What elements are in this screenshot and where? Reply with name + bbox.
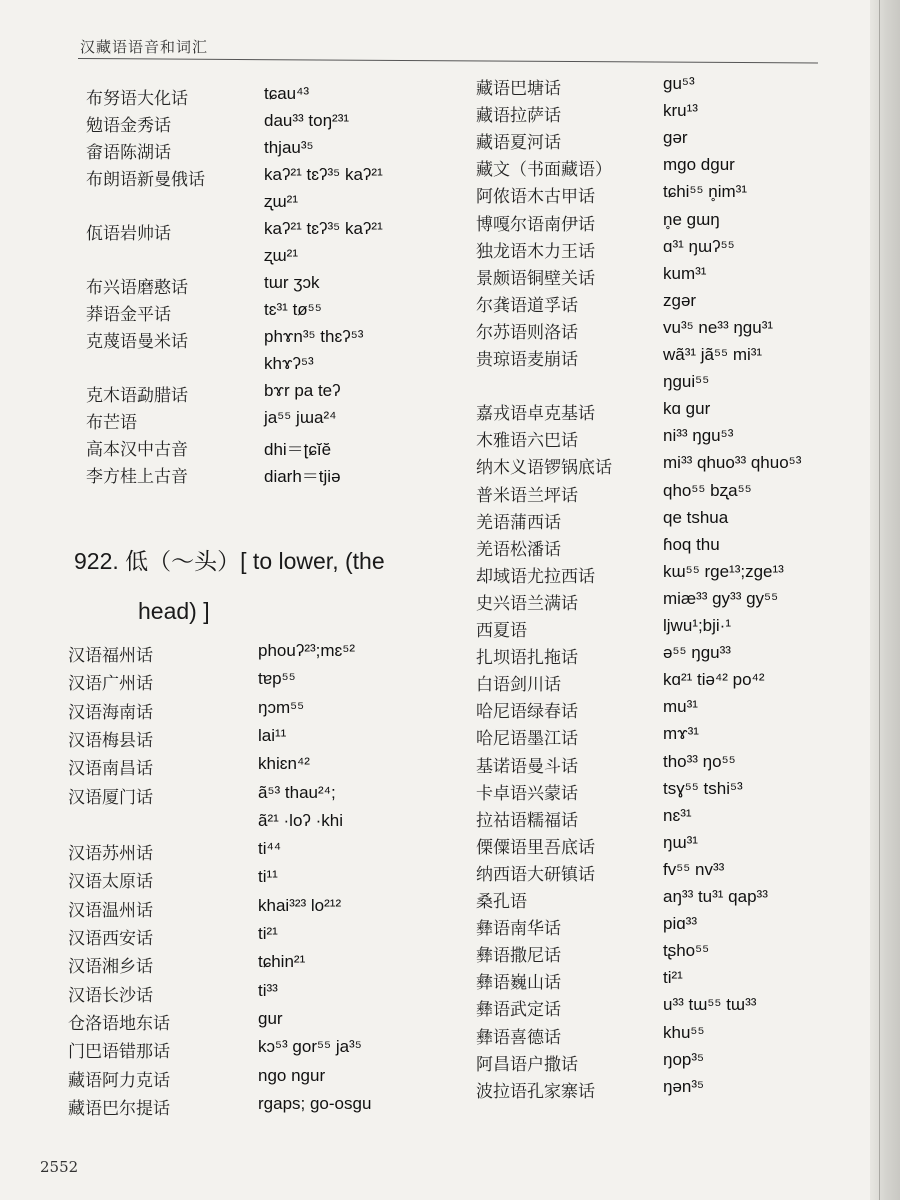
language-name: 彝语撒尼话 xyxy=(476,946,561,967)
entry-row xyxy=(476,101,876,125)
entry-heading-line-1: 922. 低（～头）[ to lower, (the xyxy=(74,548,385,574)
language-name: 布兴语磨憨话 xyxy=(86,278,188,298)
entry-row xyxy=(86,273,486,297)
language-name: 克蔑语曼米话 xyxy=(86,332,188,352)
entry-row xyxy=(476,535,876,559)
word-form: kaʔ²¹ tɛʔ³⁵ kaʔ²¹ xyxy=(264,165,383,184)
entry-row xyxy=(68,867,468,891)
entry-row xyxy=(68,952,468,976)
entry-row xyxy=(476,562,876,586)
language-name: 羌语蒲西话 xyxy=(476,512,561,533)
language-name: 波拉语孔家寨话 xyxy=(476,1081,595,1102)
entry-row xyxy=(476,399,876,423)
entry-row xyxy=(86,300,486,324)
entry-row xyxy=(476,318,876,342)
entry-row xyxy=(68,783,468,807)
language-name: 却域语尤拉西话 xyxy=(476,566,595,587)
entry-row xyxy=(476,779,876,803)
entry-row xyxy=(476,74,876,98)
word-form: mɤ³¹ xyxy=(663,724,699,744)
word-form: phɤn³⁵ thɛʔ⁵³ xyxy=(264,327,364,346)
language-name: 汉语西安话 xyxy=(68,929,153,949)
language-name: 拉祜语糯福话 xyxy=(476,810,578,831)
entry-row xyxy=(476,155,876,179)
language-name: 藏语拉萨话 xyxy=(476,106,561,127)
word-form: kaʔ²¹ tɛʔ³⁵ kaʔ²¹ xyxy=(264,219,383,238)
entry-row xyxy=(68,698,468,722)
entry-row xyxy=(86,165,486,189)
word-form: tɕau⁴³ xyxy=(264,84,310,103)
word-form: u³³ tɯ⁵⁵ tɯ³³ xyxy=(663,995,757,1015)
word-form: ə⁵⁵ ŋgu³³ xyxy=(663,643,731,663)
language-name: 彝语喜德话 xyxy=(476,1027,561,1048)
language-name: 彝语南华话 xyxy=(476,919,561,940)
language-name: 羌语松潘话 xyxy=(476,539,561,560)
language-name: 彝语巍山话 xyxy=(476,973,561,994)
language-name: 高本汉中古音 xyxy=(86,440,188,460)
page-edge-line xyxy=(879,0,880,1200)
entry-row xyxy=(86,462,486,486)
language-name: 嘉戎语卓克基话 xyxy=(476,404,595,425)
entry-row xyxy=(476,237,876,261)
word-form: kɯ⁵⁵ rge¹³;zge¹³ xyxy=(663,561,784,581)
word-form: kɔ⁵³ gor⁵⁵ ja³⁵ xyxy=(258,1037,362,1057)
entry-row xyxy=(476,1050,876,1074)
language-name: 汉语梅县话 xyxy=(68,730,153,751)
entry-row xyxy=(476,697,876,721)
word-form: ti³³ xyxy=(258,980,278,1000)
word-form: ngo ngur xyxy=(258,1065,326,1085)
word-form: tʂho⁵⁵ xyxy=(663,941,710,961)
entry-row xyxy=(68,1037,468,1061)
entry-row xyxy=(476,968,876,992)
word-form: ɦoq thu xyxy=(663,534,720,554)
running-header: 汉藏语语音和词汇 xyxy=(80,38,209,56)
entry-row xyxy=(68,896,468,920)
entry-row xyxy=(68,1009,468,1033)
entry-row xyxy=(476,210,876,234)
language-name: 白语剑川话 xyxy=(476,675,561,696)
word-form: ŋən³⁵ xyxy=(663,1076,705,1096)
language-name: 傈僳语里吾底话 xyxy=(476,837,595,858)
entry-row xyxy=(86,327,486,351)
language-name: 博嘎尔语南伊话 xyxy=(476,214,595,235)
entry-row xyxy=(476,616,876,640)
word-form: n̥e gɯŋ xyxy=(663,209,720,229)
language-name: 布芒语 xyxy=(86,413,137,433)
language-name: 彝语武定话 xyxy=(476,1000,561,1021)
entry-row xyxy=(476,887,876,911)
word-form: khiɛn⁴² xyxy=(258,754,310,774)
entry-row xyxy=(68,669,468,693)
entry-row xyxy=(86,381,486,405)
word-form: kɑ²¹ tiə⁴² po⁴² xyxy=(663,670,765,690)
entry-row xyxy=(68,726,468,750)
word-form: tɕhi⁵⁵ n̥im³¹ xyxy=(663,182,747,202)
language-name: 史兴语兰满话 xyxy=(476,593,578,614)
entry-row xyxy=(476,481,876,505)
entry-row xyxy=(476,264,876,288)
language-name: 汉语南昌话 xyxy=(68,759,153,780)
language-name: 藏语夏河话 xyxy=(476,133,561,154)
language-name: 纳木义语锣锅底话 xyxy=(476,458,612,479)
entry-heading-line-2: head) ] xyxy=(138,598,210,624)
word-form: kum³¹ xyxy=(663,263,707,283)
word-form: dau³³ toŋ²³¹ xyxy=(264,111,350,130)
word-form: vu³⁵ ne³³ ŋgu³¹ xyxy=(663,317,774,337)
language-name: 勉语金秀话 xyxy=(86,116,171,136)
word-form: lai¹¹ xyxy=(258,725,287,745)
word-form: rgaps; go-osgu xyxy=(258,1093,372,1113)
word-form: mgo dgur xyxy=(663,155,735,175)
language-name: 门巴语错那话 xyxy=(68,1042,170,1063)
entry-row xyxy=(476,833,876,857)
word-form: ja⁵⁵ jɯa²⁴ xyxy=(264,408,337,427)
language-name: 藏语巴塘话 xyxy=(476,79,561,99)
language-name: 汉语海南话 xyxy=(68,702,153,723)
entry-row xyxy=(476,860,876,884)
page-number: 2552 xyxy=(40,1158,79,1176)
word-form: khai³²³ lo²¹² xyxy=(258,895,342,915)
language-name: 哈尼语墨江话 xyxy=(476,729,578,750)
word-form: ljwu¹;bji·¹ xyxy=(663,616,731,635)
language-name: 汉语广州话 xyxy=(68,674,153,695)
word-form-continuation: ʐɯ²¹ xyxy=(264,192,298,211)
language-name: 阿侬语木古甲话 xyxy=(476,187,595,208)
entry-row xyxy=(476,670,876,694)
word-form: ti¹¹ xyxy=(258,867,278,887)
entry-row xyxy=(86,408,486,432)
language-name: 汉语福州话 xyxy=(68,646,153,666)
language-name: 基诺语曼斗话 xyxy=(476,756,578,777)
word-form: gur xyxy=(258,1008,283,1028)
language-name: 李方桂上古音 xyxy=(86,467,188,487)
word-form: ŋɯ³¹ xyxy=(663,832,698,852)
word-form: miæ³³ gy³³ gy⁵⁵ xyxy=(663,588,779,608)
language-name: 汉语太原话 xyxy=(68,872,153,893)
word-form: qho⁵⁵ bʐa⁵⁵ xyxy=(663,480,752,500)
word-form: tɐp⁵⁵ xyxy=(258,669,296,689)
entry-row xyxy=(68,981,468,1005)
language-name: 汉语长沙话 xyxy=(68,985,153,1006)
language-name: 阿昌语户撒话 xyxy=(476,1054,578,1075)
word-form: ŋop³⁵ xyxy=(663,1049,705,1069)
entry-row xyxy=(86,435,486,459)
entry-row xyxy=(68,1094,468,1118)
word-form: tɛ³¹ tø⁵⁵ xyxy=(264,300,322,319)
entry-row xyxy=(476,995,876,1019)
entry-row xyxy=(476,182,876,206)
header-rule xyxy=(78,58,818,64)
language-name: 佤语岩帅话 xyxy=(86,224,171,244)
language-name: 扎坝语扎拖话 xyxy=(476,648,578,669)
word-form: ɑ³¹ ŋɯʔ⁵⁵ xyxy=(663,236,735,256)
word-form: dhi＝ʈɕĭĕ xyxy=(264,440,332,459)
language-name: 汉语厦门话 xyxy=(68,787,153,808)
entry-row xyxy=(476,291,876,315)
language-name: 纳西语大研镇话 xyxy=(476,864,595,885)
language-name: 藏语巴尔提话 xyxy=(68,1098,170,1119)
language-name: 莽语金平话 xyxy=(86,305,171,325)
word-form: mi³³ qhuo³³ qhuo⁵³ xyxy=(663,453,802,473)
word-form: fv⁵⁵ nv³³ xyxy=(663,859,725,879)
word-form: kru¹³ xyxy=(663,101,698,121)
language-name: 汉语苏州话 xyxy=(68,844,153,865)
word-form-continuation: ŋgui⁵⁵ xyxy=(663,372,710,392)
entry-row xyxy=(86,84,486,108)
word-form: qe tshua xyxy=(663,507,729,527)
language-name: 畲语陈湖话 xyxy=(86,143,171,163)
word-form: ti²¹ xyxy=(258,924,278,943)
entry-row xyxy=(476,589,876,613)
word-form: aŋ³³ tu³¹ qap³³ xyxy=(663,887,768,906)
language-name: 布努语大化话 xyxy=(86,89,188,109)
entry-row xyxy=(476,724,876,748)
entry-row xyxy=(476,426,876,450)
entry-row xyxy=(68,641,468,665)
word-form: gu⁵³ xyxy=(663,74,695,93)
language-name: 景颇语铜壁关话 xyxy=(476,268,595,289)
entry-row xyxy=(476,914,876,938)
word-form: wã³¹ jã⁵⁵ mi³¹ xyxy=(663,345,763,364)
language-name: 独龙语木力王话 xyxy=(476,241,595,262)
word-form: piɑ³³ xyxy=(663,914,698,934)
language-name: 汉语温州话 xyxy=(68,900,153,921)
entry-row xyxy=(476,508,876,532)
entry-row xyxy=(476,453,876,477)
language-name: 桑孔语 xyxy=(476,892,527,912)
language-name: 汉语湘乡话 xyxy=(68,957,153,978)
entry-row xyxy=(68,839,468,863)
word-form: tɕhin²¹ xyxy=(258,952,306,972)
entry-row xyxy=(476,752,876,776)
language-name: 西夏语 xyxy=(476,621,527,641)
word-form: nɛ³¹ xyxy=(663,805,692,825)
word-form: bɤr pa teʔ xyxy=(264,381,341,400)
entry-row xyxy=(68,1066,468,1090)
word-form: ti²¹ xyxy=(663,968,683,988)
language-name: 布朗语新曼俄话 xyxy=(86,170,205,190)
entry-row xyxy=(68,924,468,948)
entry-row xyxy=(86,219,486,243)
language-name: 藏文（书面藏语） xyxy=(476,160,612,181)
word-form: ti⁴⁴ xyxy=(258,839,282,859)
language-name: 卡卓语兴蒙话 xyxy=(476,783,578,804)
entry-row xyxy=(68,754,468,778)
word-form: khu⁵⁵ xyxy=(663,1022,705,1042)
word-form: ŋɔm⁵⁵ xyxy=(258,697,305,717)
language-name: 克木语勐腊话 xyxy=(86,386,188,406)
entry-row xyxy=(476,806,876,830)
entry-row xyxy=(476,1023,876,1047)
word-form-continuation: ʐɯ²¹ xyxy=(264,246,298,265)
language-name: 普米语兰坪话 xyxy=(476,485,578,506)
language-name: 尔龚语道孚话 xyxy=(476,295,578,316)
entry-row xyxy=(476,345,876,369)
word-form: thjau³⁵ xyxy=(264,138,314,157)
word-form-continuation: ã²¹ ·loʔ ·khi xyxy=(258,810,344,830)
entry-row xyxy=(86,138,486,162)
language-name: 木雅语六巴话 xyxy=(476,431,578,452)
language-name: 贵琼语麦崩话 xyxy=(476,350,578,370)
word-form: phouʔ²³;mɛ⁵² xyxy=(258,641,356,660)
word-form: tho³³ ŋo⁵⁵ xyxy=(663,751,736,771)
language-name: 尔苏语则洛话 xyxy=(476,322,578,343)
word-form: diarh＝tjiə xyxy=(264,467,341,486)
language-name: 仓洛语地东话 xyxy=(68,1013,170,1034)
word-form: mu³¹ xyxy=(663,697,698,717)
language-name: 哈尼语绿春话 xyxy=(476,702,578,723)
word-form: ni³³ ŋgu⁵³ xyxy=(663,426,734,446)
entry-row xyxy=(476,643,876,667)
entry-row xyxy=(476,941,876,965)
word-form: ã⁵³ thau²⁴; xyxy=(258,782,336,802)
entry-row xyxy=(476,1077,876,1101)
language-name: 藏语阿力克话 xyxy=(68,1070,170,1091)
word-form: tsɣ⁵⁵ tshi⁵³ xyxy=(663,778,743,798)
word-form: zgər xyxy=(663,290,697,310)
word-form: gər xyxy=(663,128,688,148)
word-form: kɑ gur xyxy=(663,399,711,419)
word-form: tɯr ʒɔk xyxy=(264,273,320,292)
entry-row xyxy=(86,111,486,135)
word-form-continuation: khɤʔ⁵³ xyxy=(264,354,314,373)
entry-row xyxy=(476,128,876,152)
